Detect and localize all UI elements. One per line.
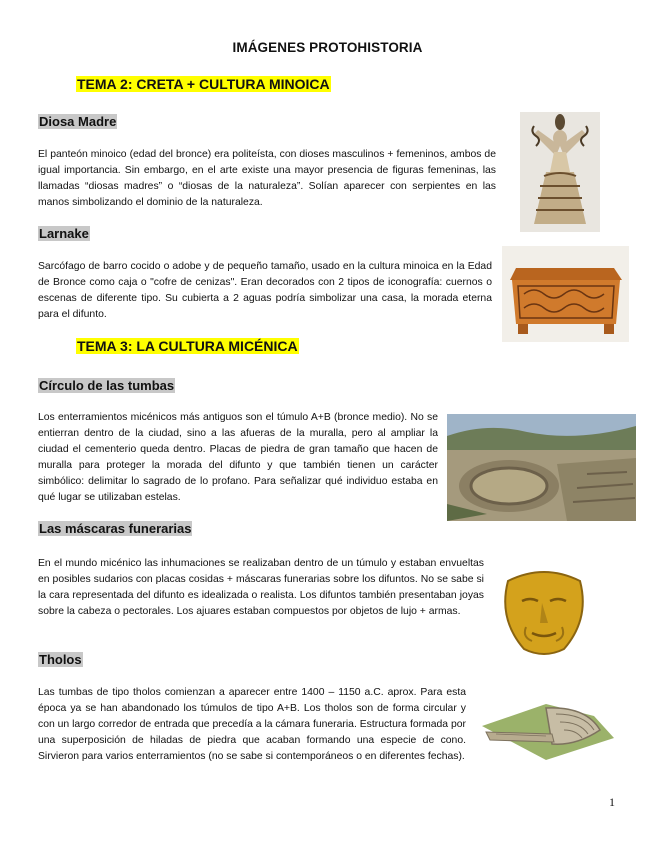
- section-heading-label: Las máscaras funerarias: [39, 521, 192, 536]
- section-heading-label: Diosa Madre: [39, 114, 117, 129]
- section-text-tholos: Las tumbas de tipo tholos comienzan a aparecer entre 1400 – 1150 a.C. aprox. Para esta época ya se han abandonado los túmulos de tipo A+B. Los tholos son de forma circular y con un largo corredor de entrada que precedía a la cámara funeraria. Estructura formada por una superposición de hiladas de piedra que acaban formando una especie de cono. Sirvieron para varios enterramientos (no se sabe si contemporáneos o en diferentes fechas).: [38, 687, 466, 762]
- tholos-tomb-cutaway-image: [476, 686, 620, 766]
- tema-2-label: TEMA 2: CRETA + CULTURA MINOICA: [77, 76, 330, 92]
- tema-3-label: TEMA 3: LA CULTURA MICÉNICA: [77, 338, 298, 354]
- snake-goddess-figurine-image: [520, 112, 600, 232]
- page-number: 1: [609, 795, 615, 809]
- tema-3-heading: [76, 338, 299, 356]
- section-heading-diosa-madre: [38, 113, 117, 131]
- section-text-larnake: Sarcófago de barro cocido o adobe y de pequeño tamaño, usado en la cultura minoica en la Edad de Bronce como caja o "cofre de cenizas". Eran decorados con 2 tipos de iconografía: cuernos o escenas de diferente tipo. Su cubierta a 2 aguas podría simbolizar una casa, la morada eterna para el difunto.: [38, 261, 492, 320]
- tema-2-heading: [76, 76, 331, 94]
- document-title: IMÁGENES PROTOHISTORIA: [232, 40, 423, 55]
- larnax-sarcophagus-image: [502, 246, 629, 342]
- section-text-diosa-madre: El panteón minoico (edad del bronce) era politeísta, con dioses masculinos + femeninos, ambos de igual importancia. Sin embargo, en el arte existe una mayor presencia de figuras femeninas, las llamadas “diosas madres” o “diosas de la naturaleza”. Solían aparecer con serpientes en las manos simbolizando el dominio de la naturaleza.: [38, 149, 496, 208]
- section-heading-label: Tholos: [39, 652, 82, 667]
- section-text-mascaras: En el mundo micénico las inhumaciones se realizaban dentro de un túmulo y estaban envueltas en posibles sudarios con placas cosidas + máscaras funerarias sobre los difuntos. No se sabe si la cara representada del difunto es idealizada o realista. Los difuntos también presentaban joyas sobre la cabeza o pectorales. Los ajuares estaban compuestos por objetos de lujo + armas.: [38, 558, 484, 617]
- gold-funerary-mask-image: [494, 563, 594, 659]
- section-heading-label: Círculo de las tumbas: [39, 378, 175, 393]
- section-heading-label: Larnake: [39, 226, 89, 241]
- section-text-circulo-tumbas: Los enterramientos micénicos más antiguos son el túmulo A+B (bronce medio). No se entierran dentro de la ciudad, sino a las afueras de la muralla, pero al ampliar la ciudad el cementerio queda dentro. Placas de piedra de gran tamaño que hacen de muralla para proteger la morada del difunto y que también tienen un carácter simbólico: delimitar lo sagrado de lo profano. Para señalizar qué individuo estaba en qué lugar se utilizaban estelas.: [38, 412, 438, 503]
- section-heading-tholos: [38, 651, 83, 669]
- grave-circle-ruins-image: [447, 414, 636, 521]
- section-heading-larnake: [38, 225, 90, 243]
- section-heading-circulo-tumbas: [38, 377, 175, 395]
- section-heading-mascaras: [38, 520, 192, 538]
